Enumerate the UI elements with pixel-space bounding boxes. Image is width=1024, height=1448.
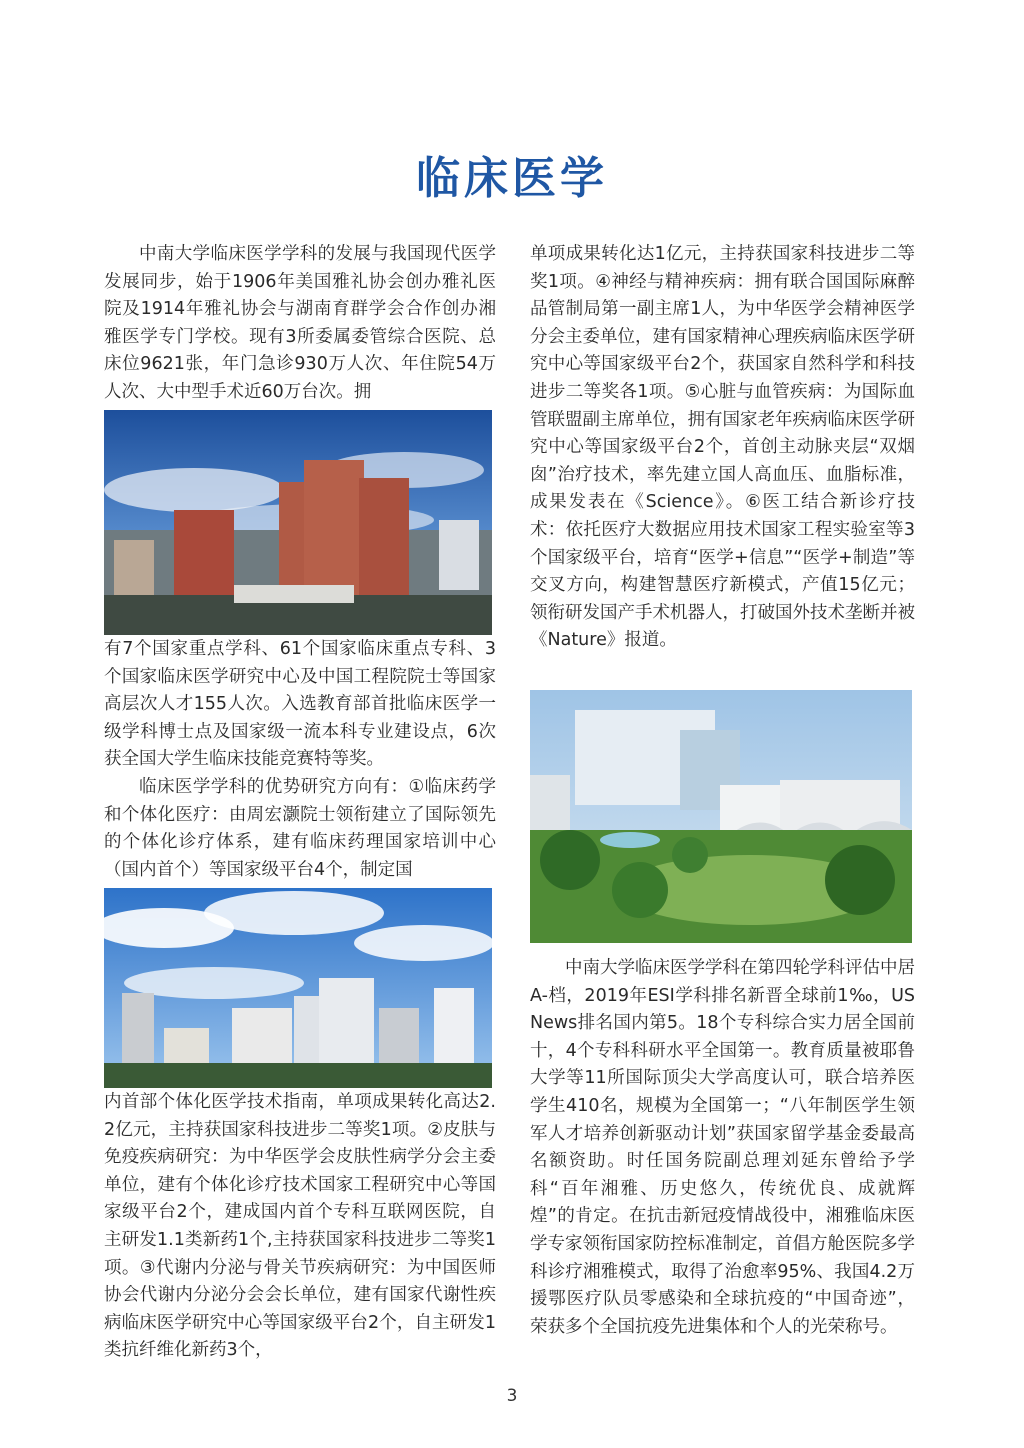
hospital-photo-2 xyxy=(104,888,492,1088)
paragraph-research-right: 单项成果转化达1亿元，主持获国家科技进步二等奖1项。④神经与精神疾病：拥有联合国国际麻醉品管制局第一副主席1人，为中华医学会精神医学分会主委单位，建有国家精神心理疾病临床医学研究中心等国家级平台2个，获国家自然科学和科技进步二等奖各1项。⑤心脏与血管疾病：为国际血管联盟副主席单位，拥有国家老年疾病临床医学研究中心等国家级平台2个，首创主动脉夹层“双烟囱”治疗技术，率先建立国人高血压、血脂标准，成果发表在《Science》。⑥医工结合新诊疗技术：依托医疗大数据应用技术国家工程实验室等3个国家级平台，培育“医学+信息”“医学+制造”等交叉方向，构建智慧医疗新模式，产值15亿元；领衔研发国产手术机器人，打破国外技术垄断并被《Nature》报道。 xyxy=(530,244,915,651)
page-number: 3 xyxy=(506,1386,518,1406)
paragraph-intro-continued: 有7个国家重点学科、61个国家临床重点专科、3个国家临床医学研究中心及中国工程院院士等国家高层次人才155人次。入选教育部首批临床医学一级学科博士点及国家级一流本科专业建设点，6次获全国大学生临床技能竞赛特等奖。 xyxy=(104,639,496,770)
city-skyline-image xyxy=(104,888,492,1088)
paragraph-rankings: 中南大学临床医学学科在第四轮学科评估中居A-档，2019年ESI学科排名新晋全球前1‰，US News排名国内第5。18个专科综合实力居全国前十，4个专科科研水平全国第一。教育质量被耶鲁大学等11所国际顶尖大学高度认可，联合培养医学生410名，规模为全国第一；“八年制医学生领军人才培养创新驱动计划”获国家留学基金委最高名额资助。时任国务院副总理刘延东曾给予学科“百年湘雅、历史悠久，传统优良、成就辉煌”的肯定。在抗击新冠疫情战役中，湘雅临床医学专家领衔国家防控标准制定，首倡方舱医院多学科诊疗湘雅模式，取得了治愈率95%、我国4.2万援鄂医疗队员零感染和全球抗疫的“中国奇迹”，荣获多个全国抗疫先进集体和个人的光荣称号。 xyxy=(530,958,915,1337)
hospital-campus-image xyxy=(530,690,912,943)
hospital-photo-3 xyxy=(530,690,912,943)
hospital-photo-1 xyxy=(104,410,492,635)
paragraph-research-continued: 内首部个体化医学技术指南，单项成果转化高达2.2亿元，主持获国家科技进步二等奖1项。②皮肤与免疫疾病研究：为中华医学会皮肤性病学分会主委单位，建有个体化诊疗技术国家工程研究中心等国家级平台2个，建成国内首个专科互联网医院，自主研发1.1类新药1个,主持获国家科技进步二等奖1项。③代谢内分泌与骨关节疾病研究：为中国医师协会代谢内分泌分会会长单位，建有国家代谢性疾病临床医学研究中心等国家级平台2个，自主研发1 类抗纤维化新药3个， xyxy=(104,1092,496,1361)
paragraph-research: 临床医学学科的优势研究方向有：①临床药学和个体化医疗：由周宏灏院士领衔建立了国际领先的个体化诊疗体系，建有临床药理国家培训中心（国内首个）等国家级平台4个，制定国 xyxy=(104,776,496,880)
paragraph-intro: 中南大学临床医学学科的发展与我国现代医学发展同步，始于1906年美国雅礼协会创办雅礼医院及1914年雅礼协会与湖南育群学会合作创办湘雅医学专门学校。现有3所委属委管综合医院、总床位9621张，年门急诊930万人次、年住院54万人次、大中型手术近60万台次。拥 xyxy=(104,244,496,402)
page-title: 临床医学 xyxy=(416,153,608,204)
hospital-towers-image xyxy=(104,410,492,635)
